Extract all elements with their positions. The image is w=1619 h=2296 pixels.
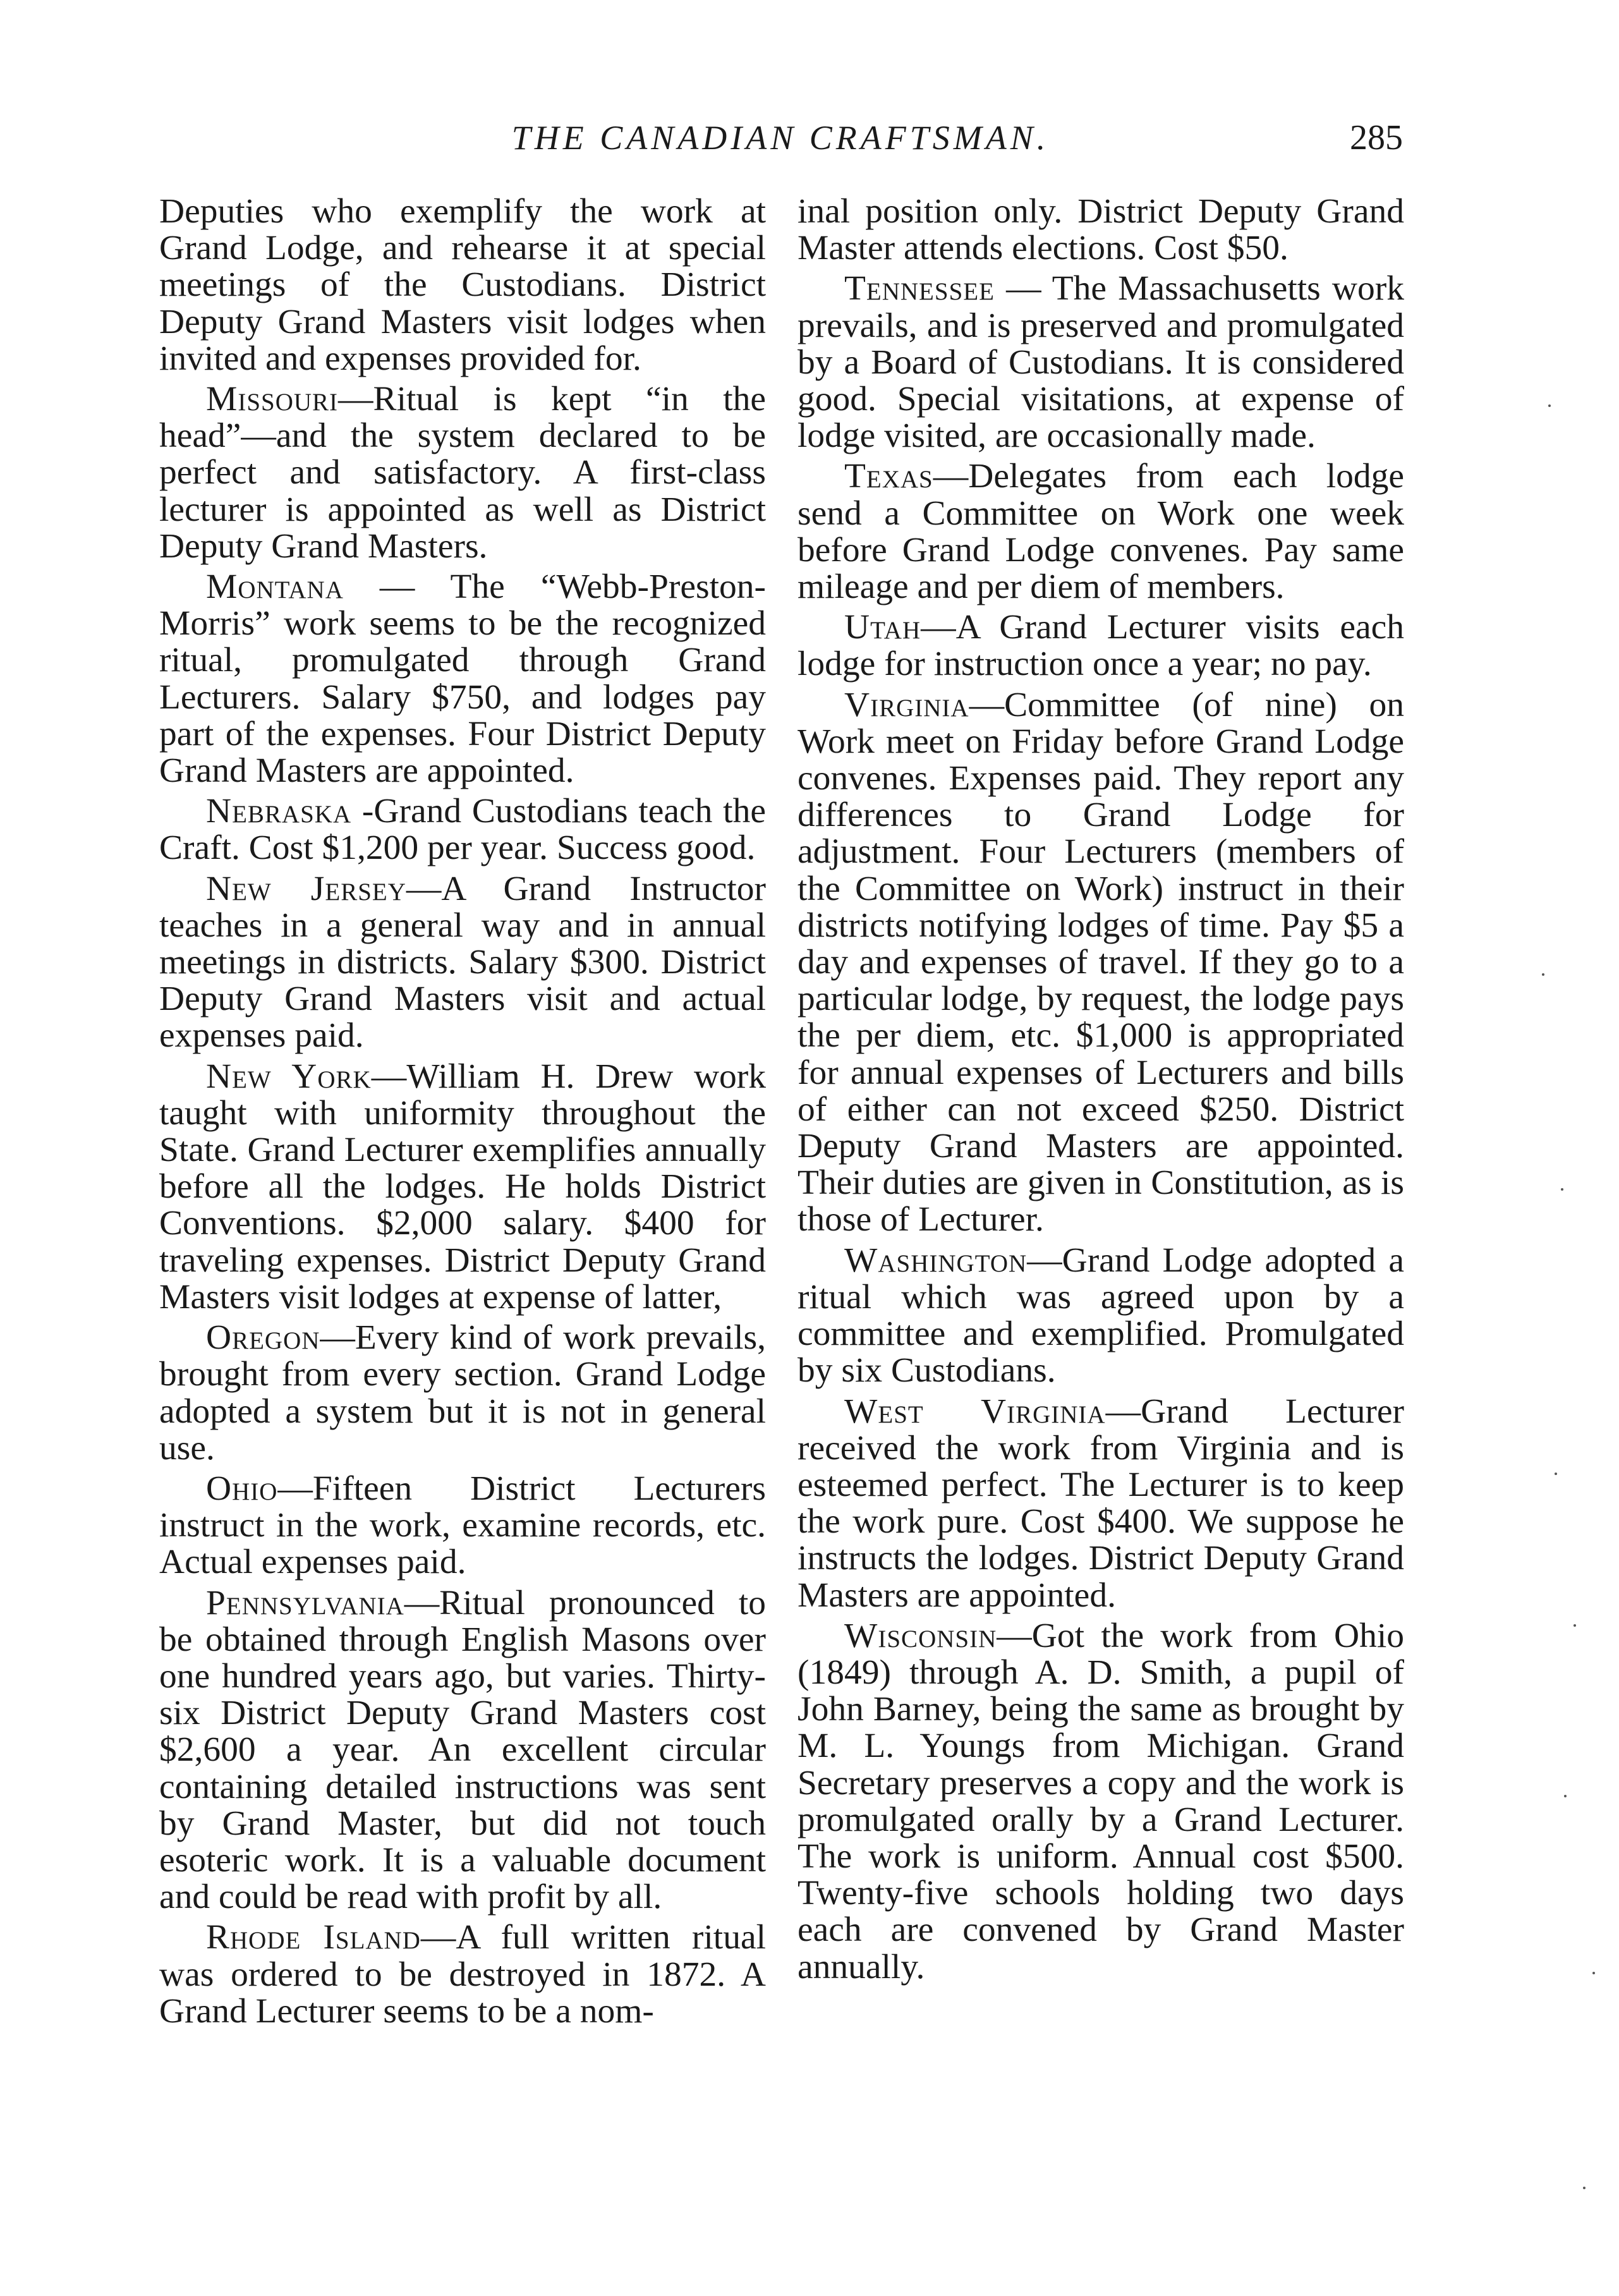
paragraph bbox=[797, 193, 1404, 267]
paragraph-ohio bbox=[159, 1471, 766, 1581]
paragraph-text: —Fifteen District Lecturers instruct in the work, examine records, etc. Actual expenses paid. bbox=[159, 1469, 766, 1582]
state-name: Montana bbox=[206, 568, 344, 607]
running-head bbox=[158, 112, 1403, 163]
paragraph-text: —William H. Drew work taught with uniformity throughout the State. Grand Lecturer exemplifies annually before all the lodges. He holds District Conventions. $2,000 salary. $400 for traveling expenses. District Deputy Grand Masters visit lodges at expense of latter, bbox=[159, 1057, 766, 1316]
state-name: Rhode Island bbox=[206, 1918, 421, 1957]
paragraph-text: —Delegates from each lodge send a Committee on Work one week before Grand Lodge convenes. Pay same mileage and per diem of members. bbox=[797, 457, 1404, 607]
paragraph-text: —A full written ritual was ordered to be destroyed in 1872. A Grand Lecturer seems to be a nom- bbox=[159, 1918, 766, 2031]
speck bbox=[1583, 2187, 1586, 2189]
paragraph-text: —Grand Lecturer received the work from Virginia and is esteemed perfect. The Lecturer is to keep the work pure. Cost $400. We suppose he instructs the lodges. District Deputy Grand Masters are appointed. bbox=[797, 1392, 1404, 1615]
speck bbox=[1561, 1188, 1563, 1191]
state-name: New Jersey bbox=[206, 869, 406, 908]
left-column bbox=[159, 193, 766, 2254]
state-name: West Virginia bbox=[844, 1392, 1106, 1431]
paragraph-text: —A Grand Lecturer visits each lodge for instruction once a year; no pay. bbox=[797, 608, 1404, 684]
page-number: 285 bbox=[1350, 118, 1403, 157]
paragraph-virginia bbox=[797, 687, 1404, 1239]
paragraph-pennsylvania bbox=[159, 1585, 766, 1916]
paragraph-montana bbox=[159, 569, 766, 789]
paragraph-text: —Grand Lodge adopted a ritual which was agreed upon by a committee and exemplified. Promulgated by six Custodians. bbox=[797, 1241, 1404, 1390]
state-name: Oregon bbox=[206, 1318, 320, 1358]
speck bbox=[1542, 973, 1544, 976]
paragraph-text: —Ritual is kept “in the head”—and the system declared to be perfect and satisfactory. A first-class lecturer is appointed as well as District Deputy Grand Masters. bbox=[159, 380, 766, 566]
speck bbox=[1574, 1624, 1576, 1627]
state-name: New York bbox=[206, 1057, 372, 1096]
state-name: Nebraska bbox=[206, 792, 352, 831]
speck bbox=[1555, 1473, 1557, 1475]
paragraph-text: Deputies who exemplify the work at Grand Lodge, and rehearse it at special meetings of the Custodians. District Deputy Grand Masters visit lodges when invited and expenses provided for. bbox=[159, 193, 766, 378]
paragraph-wisconsin bbox=[797, 1618, 1404, 1986]
paragraph-text: — The “Webb-Preston-Morris” work seems to be the recognized ritual, promulgated through Grand Lecturers. Salary $750, and lodges pay part of the expenses. Four District Deputy Grand Masters are appointed. bbox=[159, 568, 766, 791]
paragraph-new-jersey bbox=[159, 871, 766, 1055]
state-name: Utah bbox=[844, 608, 921, 647]
state-name: Ohio bbox=[206, 1469, 278, 1508]
paragraph-text: -Grand Custodians teach the Craft. Cost $1,200 per year. Success good. bbox=[159, 792, 766, 868]
paragraph-text: —A Grand Instructor teaches in a general way and in annual meetings in districts. Salary $300. District Deputy Grand Masters visit and actual expenses paid. bbox=[159, 869, 766, 1055]
paragraph-utah bbox=[797, 609, 1404, 683]
paragraph-text: —Every kind of work prevails, brought from every section. Grand Lodge adopted a system but it is not in general use. bbox=[159, 1318, 766, 1467]
paragraph-west-virginia bbox=[797, 1394, 1404, 1614]
paragraph-texas bbox=[797, 458, 1404, 605]
paragraph-text: — The Massachusetts work prevails, and is preserved and promulgated by a Board of Custodians. It is considered good. Special visitations, at expense of lodge visited, are occasionally made. bbox=[797, 269, 1404, 456]
paragraph bbox=[159, 193, 766, 377]
paragraph-new-york bbox=[159, 1059, 766, 1316]
speck bbox=[1592, 1972, 1595, 1974]
speck bbox=[1564, 1795, 1567, 1797]
journal-title: THE CANADIAN CRAFTSMAN. bbox=[511, 119, 1050, 157]
paragraph-tennessee bbox=[797, 270, 1404, 454]
paragraph-text: —Got the work from Ohio (1849) through A. D. Smith, a pupil of John Barney, being the same as brought by M. L. Youngs from Michigan. Grand Secretary preserves a copy and the work is promulgated orally by a Grand Lecturer. The work is uniform. Annual cost $500. Twenty-five schools holding two days each are convened by Grand Master annually. bbox=[797, 1616, 1404, 1986]
state-name: Texas bbox=[844, 457, 933, 496]
paragraph-washington bbox=[797, 1242, 1404, 1390]
state-name: Pennsylvania bbox=[206, 1583, 404, 1622]
paragraph-missouri bbox=[159, 381, 766, 565]
paragraph-rhode-island bbox=[159, 1919, 766, 2030]
state-name: Virginia bbox=[844, 685, 969, 724]
state-name: Washington bbox=[844, 1241, 1028, 1280]
paragraph-text: —Ritual pronounced to be obtained through English Masons over one hundred years ago, but varies. Thirty-six District Deputy Grand Masters cost $2,600 a year. An excellent circular containing detailed instructions was sent by Grand Master, but did not touch esoteric work. It is a valuable document and could be read with profit by all. bbox=[159, 1583, 766, 1917]
paragraph-text: —Committee (of nine) on Work meet on Friday before Grand Lodge convenes. Expenses paid. They report any differences to Grand Lodge for adjustment. Four Lecturers (members of the Committee on Work) instruct in their districts notifying lodges of time. Pay $5 a day and expenses of travel. If they go to a particular lodge, by request, the lodge pays the per diem, etc. $1,000 is appropriated for annual expenses of Lecturers and bills of either can not exceed $250. District Deputy Grand Masters are appointed. Their duties are given in Constitution, as is those of Lecturer. bbox=[797, 685, 1404, 1239]
state-name: Wisconsin bbox=[844, 1616, 997, 1655]
paragraph-text: inal position only. District Deputy Grand Master attends elections. Cost $50. bbox=[797, 193, 1404, 268]
paragraph-oregon bbox=[159, 1320, 766, 1467]
right-column bbox=[797, 193, 1404, 2254]
state-name: Missouri bbox=[206, 380, 339, 419]
paragraph-nebraska bbox=[159, 793, 766, 866]
state-name: Tennessee bbox=[844, 269, 995, 308]
speck bbox=[1548, 404, 1551, 407]
